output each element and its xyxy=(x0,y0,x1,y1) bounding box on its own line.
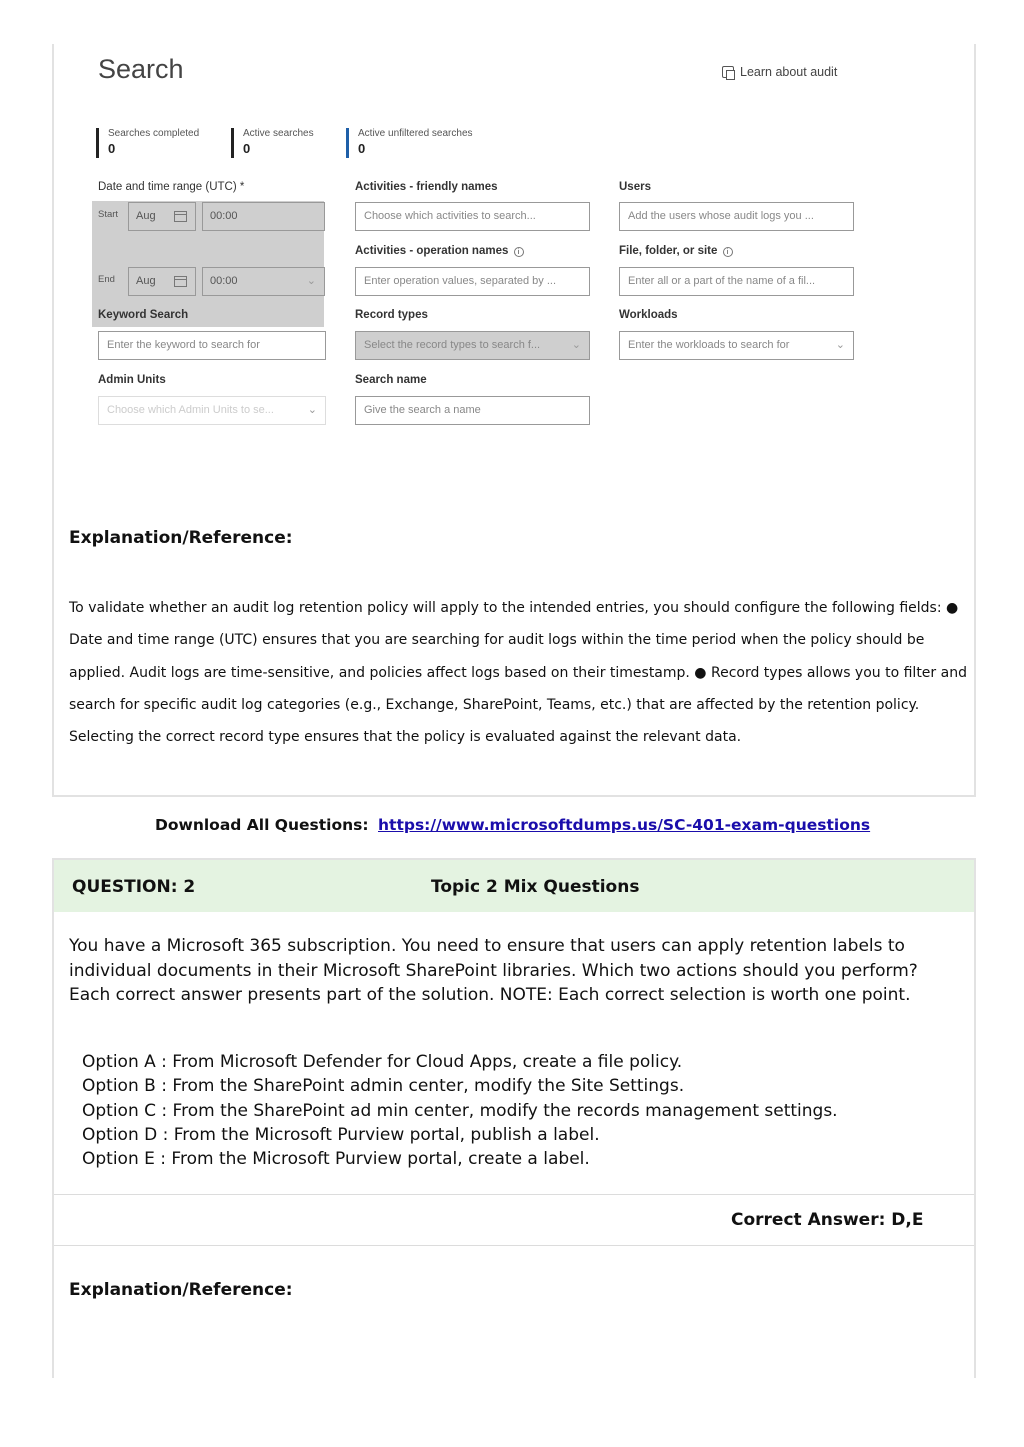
stat-searches-completed xyxy=(96,128,199,158)
start-time: 00:00 xyxy=(210,210,238,222)
download-link[interactable]: https://www.microsoftdumps.us/SC-401-exam-questions xyxy=(378,816,871,834)
record-types-dropdown[interactable] xyxy=(355,331,590,360)
file-folder-label xyxy=(619,245,733,257)
correct-answer: Correct Answer: D,E xyxy=(731,1210,924,1230)
keyword-label: Keyword Search xyxy=(98,309,189,321)
admin-units-placeholder: Choose which Admin Units to se... xyxy=(107,404,274,416)
stat-value: 0 xyxy=(358,141,366,156)
activities-friendly-label: Activities - friendly names xyxy=(355,181,498,193)
search-name-label: Search name xyxy=(355,374,427,386)
explanation-text: To validate whether an audit log retention policy will apply to the intended entries, you should configure the following fields: ● Date and time range (UTC) ensures that you are searching for audit logs within the time period when the policy should be applied. Audit logs are time-sensitive, and policies affect logs based on their timestamp. ● Record types allows you to filter and search for specific audit log categories (e.g., Exchange, SharePoint, Teams, etc.) that are affected by the retention policy. Selecting the correct record type ensures that the policy is evaluated against the relevant data. xyxy=(69,600,967,746)
option-d: Option D : From the Microsoft Purview portal, publish a label. xyxy=(82,1124,600,1145)
explanation-title: Explanation/Reference: xyxy=(69,1280,293,1300)
keyword-input[interactable] xyxy=(98,331,326,360)
workloads-dropdown[interactable] xyxy=(619,331,854,360)
download-label: Download All Questions: xyxy=(155,816,369,834)
divider xyxy=(54,1245,974,1246)
options-list xyxy=(82,1050,838,1171)
option-e: Option E : From the Microsoft Purview portal, create a label. xyxy=(82,1149,590,1170)
activities-operation-label xyxy=(355,245,524,257)
workloads-placeholder: Enter the workloads to search for xyxy=(628,339,790,351)
option-b: Option B : From the SharePoint admin center, modify the Site Settings. xyxy=(82,1076,685,1097)
record-types-placeholder: Select the record types to search f... xyxy=(364,339,541,351)
stat-label: Active unfiltered searches xyxy=(358,128,473,139)
stat-label: Active searches xyxy=(243,128,314,139)
workloads-label: Workloads xyxy=(619,309,678,321)
start-date-picker[interactable] xyxy=(128,202,196,231)
chevron-down-icon: ⌄ xyxy=(571,339,581,351)
start-time-field[interactable] xyxy=(202,202,325,231)
search-name-input[interactable] xyxy=(355,396,590,425)
calendar-icon xyxy=(174,211,187,222)
learn-about-audit-link[interactable] xyxy=(722,65,837,79)
search-name-placeholder: Give the search a name xyxy=(364,404,481,416)
option-a: Option A : From Microsoft Defender for Cloud Apps, create a file policy. xyxy=(82,1052,683,1072)
start-tag: Start xyxy=(98,209,119,220)
stat-value: 0 xyxy=(243,141,251,156)
download-line xyxy=(155,816,870,834)
activities-friendly-placeholder: Choose which activities to search... xyxy=(364,210,536,222)
calendar-icon xyxy=(174,276,187,287)
learn-link-label: Learn about audit xyxy=(740,65,838,79)
stat-label: Searches completed xyxy=(108,128,200,139)
activities-operation-placeholder: Enter operation values, separated by ... xyxy=(364,275,557,287)
end-month: Aug xyxy=(136,275,156,287)
end-time: 00:00 xyxy=(210,275,238,287)
activities-operation-input[interactable] xyxy=(355,267,590,296)
activities-operation-label-text: Activities - operation names xyxy=(355,245,509,257)
file-folder-input[interactable] xyxy=(619,267,854,296)
chevron-down-icon: ⌄ xyxy=(835,339,845,351)
record-types-label: Record types xyxy=(355,309,428,321)
end-date-picker[interactable] xyxy=(128,267,196,296)
chevron-down-icon: ⌄ xyxy=(306,275,316,287)
option-c: Option C : From the SharePoint ad min center, modify the records management settings. xyxy=(82,1100,838,1121)
users-label: Users xyxy=(619,181,651,193)
question-text: You have a Microsoft 365 subscription. You need to ensure that users can apply retention labels to individual documents in their Microsoft SharePoint libraries. Which two actions should you perform? Each correct answer presents part of the solution. NOTE: Each correct selection is worth one point. xyxy=(69,936,918,1005)
users-placeholder: Add the users whose audit logs you ... xyxy=(628,210,814,222)
divider xyxy=(54,1194,974,1195)
activities-friendly-input[interactable] xyxy=(355,202,590,231)
chevron-down-icon: ⌄ xyxy=(307,404,317,416)
info-icon[interactable]: i xyxy=(723,247,733,257)
question-number: QUESTION: 2 xyxy=(72,877,196,897)
admin-units-label: Admin Units xyxy=(98,374,166,386)
stat-value: 0 xyxy=(108,141,116,156)
stat-active-unfiltered-searches xyxy=(346,128,473,158)
date-range-label: Date and time range (UTC) * xyxy=(98,181,245,193)
page-title: Search xyxy=(98,54,184,84)
end-time-dropdown[interactable] xyxy=(202,267,325,296)
stat-active-searches xyxy=(231,128,314,158)
info-icon[interactable]: i xyxy=(514,247,524,257)
admin-units-dropdown[interactable] xyxy=(98,396,326,425)
question-header xyxy=(54,860,974,912)
end-tag: End xyxy=(98,274,115,285)
keyword-placeholder: Enter the keyword to search for xyxy=(107,339,260,351)
question-topic: Topic 2 Mix Questions xyxy=(431,877,640,897)
audit-search-screenshot xyxy=(92,44,912,454)
file-folder-label-text: File, folder, or site xyxy=(619,245,718,257)
start-month: Aug xyxy=(136,210,156,222)
explanation-title: Explanation/Reference: xyxy=(69,528,293,548)
file-folder-placeholder: Enter all or a part of the name of a fil... xyxy=(628,275,816,287)
question-2-card xyxy=(52,858,976,1378)
document-icon xyxy=(722,66,734,78)
question-1-card xyxy=(52,44,976,797)
users-input[interactable] xyxy=(619,202,854,231)
